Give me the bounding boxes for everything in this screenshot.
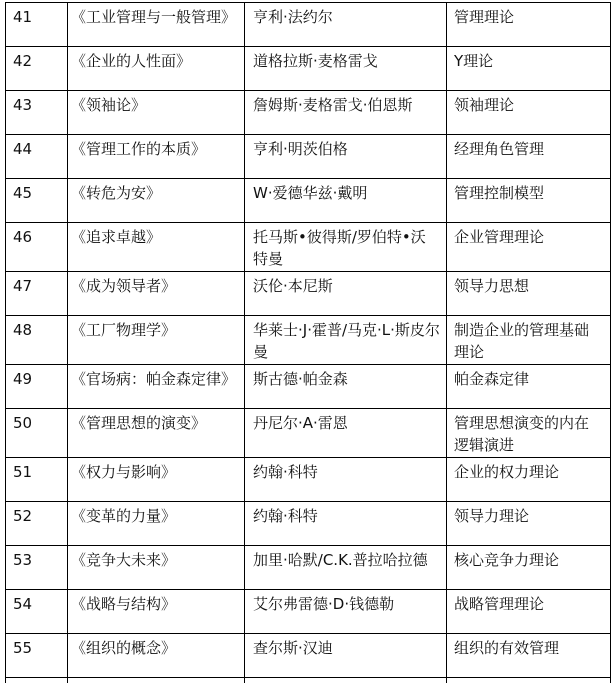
book-title: 《管理思想的演变》 [68, 409, 245, 458]
book-title: 《组织的概念》 [68, 634, 245, 678]
book-title: 《企业的人性面》 [68, 47, 245, 91]
book-title: 《权力与影响》 [68, 458, 245, 502]
table-row [6, 365, 611, 409]
book-theory: 帕金森定律 [447, 365, 611, 409]
table-row [6, 272, 611, 316]
book-theory: 核心竞争力理论 [447, 546, 611, 590]
book-author: 约翰·科特 [245, 502, 447, 546]
book-author: 丹尼尔·A·雷恩 [245, 409, 447, 458]
book-title: 《成为领导者》 [68, 272, 245, 316]
table-row [6, 179, 611, 223]
book-theory: 制造企业的管理基础理论 [447, 316, 611, 365]
table-row [6, 409, 611, 458]
row-number: 54 [6, 590, 68, 634]
row-number: 52 [6, 502, 68, 546]
table-row [6, 590, 611, 634]
book-author: 加里·哈默/C.K.普拉哈拉德 [245, 546, 447, 590]
row-number: 45 [6, 179, 68, 223]
book-theory: 领导力理论 [447, 502, 611, 546]
row-number: 44 [6, 135, 68, 179]
table-row [6, 47, 611, 91]
book-theory: 领袖理论 [447, 91, 611, 135]
empty-cell [245, 678, 447, 684]
book-author: 亨利·明茨伯格 [245, 135, 447, 179]
row-number: 55 [6, 634, 68, 678]
table-row [6, 458, 611, 502]
row-number: 42 [6, 47, 68, 91]
book-title: 《战略与结构》 [68, 590, 245, 634]
book-title: 《领袖论》 [68, 91, 245, 135]
book-theory: 管理控制模型 [447, 179, 611, 223]
book-title: 《变革的力量》 [68, 502, 245, 546]
table-row [6, 316, 611, 365]
table-row-partial [6, 678, 611, 684]
book-author: 斯古德·帕金森 [245, 365, 447, 409]
book-author: 约翰·科特 [245, 458, 447, 502]
book-author: 亨利·法约尔 [245, 3, 447, 47]
row-number: 41 [6, 3, 68, 47]
row-number: 47 [6, 272, 68, 316]
row-number: 46 [6, 223, 68, 272]
empty-cell [68, 678, 245, 684]
book-list-table [5, 2, 611, 683]
book-theory: 组织的有效管理 [447, 634, 611, 678]
row-number: 51 [6, 458, 68, 502]
table-row [6, 223, 611, 272]
book-theory: 领导力思想 [447, 272, 611, 316]
book-title: 《管理工作的本质》 [68, 135, 245, 179]
book-title: 《工业管理与一般管理》 [68, 3, 245, 47]
book-theory: Y理论 [447, 47, 611, 91]
empty-cell [6, 678, 68, 684]
book-author: W·爱德华兹·戴明 [245, 179, 447, 223]
book-theory: 企业的权力理论 [447, 458, 611, 502]
book-theory: 经理角色管理 [447, 135, 611, 179]
book-author: 托马斯•彼得斯/罗伯特•沃特曼 [245, 223, 447, 272]
book-title: 《转危为安》 [68, 179, 245, 223]
table-row [6, 634, 611, 678]
row-number: 50 [6, 409, 68, 458]
book-title: 《追求卓越》 [68, 223, 245, 272]
row-number: 43 [6, 91, 68, 135]
table-row [6, 135, 611, 179]
table-row [6, 91, 611, 135]
row-number: 49 [6, 365, 68, 409]
empty-cell [447, 678, 611, 684]
book-author: 沃伦·本尼斯 [245, 272, 447, 316]
row-number: 48 [6, 316, 68, 365]
book-title: 《竞争大未来》 [68, 546, 245, 590]
table-row [6, 502, 611, 546]
book-title: 《工厂物理学》 [68, 316, 245, 365]
book-author: 道格拉斯·麦格雷戈 [245, 47, 447, 91]
book-author: 华莱士·J·霍普/马克·L·斯皮尔曼 [245, 316, 447, 365]
table-row [6, 3, 611, 47]
book-author: 詹姆斯·麦格雷戈·伯恩斯 [245, 91, 447, 135]
book-theory: 管理理论 [447, 3, 611, 47]
book-theory: 战略管理理论 [447, 590, 611, 634]
book-title: 《官场病：帕金森定律》 [68, 365, 245, 409]
book-author: 艾尔弗雷德·D·钱德勒 [245, 590, 447, 634]
table-row [6, 546, 611, 590]
book-theory: 管理思想演变的内在逻辑演进 [447, 409, 611, 458]
row-number: 53 [6, 546, 68, 590]
book-theory: 企业管理理论 [447, 223, 611, 272]
book-author: 查尔斯·汉迪 [245, 634, 447, 678]
